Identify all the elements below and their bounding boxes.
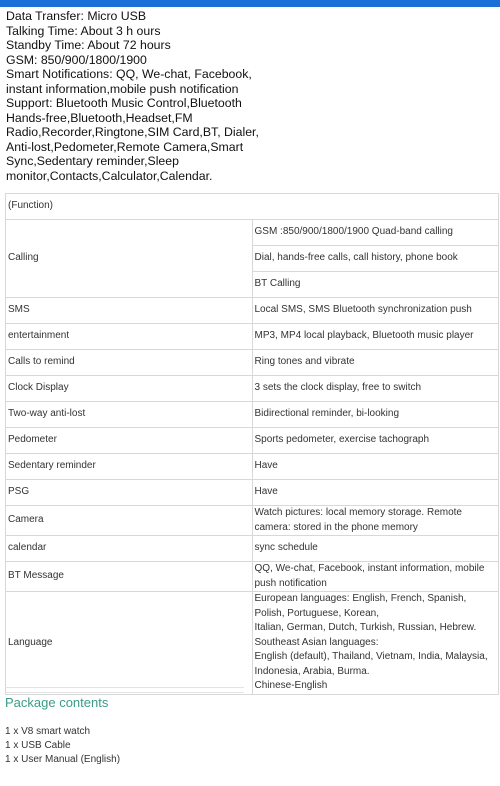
description-cell: 3 sets the clock display, free to switch xyxy=(252,376,499,402)
table-row xyxy=(6,350,499,376)
table-row xyxy=(6,220,499,246)
table-row xyxy=(6,402,499,428)
description-cell: Dial, hands-free calls, call history, phone book xyxy=(252,246,499,272)
spec-line: Smart Notifications: QQ, We-chat, Facebook, xyxy=(6,67,252,81)
description-cell xyxy=(252,592,499,695)
feature-cell: Language xyxy=(6,592,253,695)
table-header-row xyxy=(6,194,499,220)
package-list xyxy=(5,725,120,767)
spec-line: instant information,mobile push notification xyxy=(6,81,239,96)
table-row xyxy=(6,506,499,536)
feature-cell: calendar xyxy=(6,536,253,562)
description-cell: Sports pedometer, exercise tachograph xyxy=(252,428,499,454)
feature-cell: Calls to remind xyxy=(6,350,253,376)
description-cell: Local SMS, SMS Bluetooth synchronization push xyxy=(252,298,499,324)
language-line: English (default), Thailand, Vietnam, India, Malaysia, Indonesia, Arabia, Burma. xyxy=(254,651,488,677)
table-row xyxy=(6,324,499,350)
table-row xyxy=(6,592,499,695)
feature-cell: Camera xyxy=(6,506,253,536)
feature-cell: Sedentary reminder xyxy=(6,454,253,480)
description-cell: Have xyxy=(252,454,499,480)
divider xyxy=(5,687,244,688)
description-cell: Have xyxy=(252,480,499,506)
spec-line: Radio,Recorder,Ringtone,SIM Card,BT, Dialer, xyxy=(6,125,259,139)
function-table xyxy=(5,193,499,695)
divider xyxy=(5,692,244,693)
feature-cell: PSG xyxy=(6,480,253,506)
spec-line: Hands-free,Bluetooth,Headset,FM xyxy=(6,110,193,125)
description-cell: Ring tones and vibrate xyxy=(252,350,499,376)
table-row xyxy=(6,428,499,454)
spec-line: Talking Time: About 3 h ours xyxy=(6,23,161,38)
spec-line: monitor,Contacts,Calculator,Calendar. xyxy=(6,168,213,183)
feature-cell: Two-way anti-lost xyxy=(6,402,253,428)
language-line: Italian, German, Dutch, Turkish, Russian, Hebrew. Southeast Asian languages: xyxy=(254,622,477,648)
feature-cell: BT Message xyxy=(6,562,253,592)
feature-cell: Clock Display xyxy=(6,376,253,402)
table-header-cell: (Function) xyxy=(6,194,499,220)
spec-line: Anti-lost,Pedometer,Remote Camera,Smart xyxy=(6,139,244,154)
list-item: 1 x User Manual (English) xyxy=(5,754,121,765)
spec-line: Sync,Sedentary reminder,Sleep xyxy=(6,154,179,168)
spec-line: GSM: 850/900/1800/1900 xyxy=(6,52,147,67)
feature-cell: entertainment xyxy=(6,324,253,350)
description-cell: QQ, We-chat, Facebook, instant information, mobile push notification xyxy=(252,562,499,592)
table-row xyxy=(6,480,499,506)
list-item: 1 x V8 smart watch xyxy=(5,726,91,737)
top-accent-bar xyxy=(0,0,500,7)
feature-cell: Pedometer xyxy=(6,428,253,454)
description-cell: Watch pictures: local memory storage. Remote camera: stored in the phone memory xyxy=(252,506,499,536)
table-row xyxy=(6,562,499,592)
spec-line: Standby Time: About 72 hours xyxy=(6,38,171,52)
language-line: European languages: English, French, Spanish, Polish, Portuguese, Korean, xyxy=(254,593,467,619)
description-cell: MP3, MP4 local playback, Bluetooth music player xyxy=(252,324,499,350)
feature-cell: Calling xyxy=(6,220,253,298)
list-item: 1 x USB Cable xyxy=(5,740,71,751)
table-row xyxy=(6,536,499,562)
feature-cell: SMS xyxy=(6,298,253,324)
spec-list xyxy=(6,9,259,183)
table-row xyxy=(6,376,499,402)
table-row xyxy=(6,454,499,480)
spec-line: Data Transfer: Micro USB xyxy=(6,9,147,23)
table-row xyxy=(6,298,499,324)
description-cell: GSM :850/900/1800/1900 Quad-band calling xyxy=(252,220,499,246)
description-cell: sync schedule xyxy=(252,536,499,562)
description-cell: Bidirectional reminder, bi-looking xyxy=(252,402,499,428)
spec-line: Support: Bluetooth Music Control,Bluetooth xyxy=(6,96,242,110)
description-cell: BT Calling xyxy=(252,272,499,298)
language-line: Chinese-English xyxy=(254,680,328,691)
package-title: Package contents xyxy=(5,695,109,710)
